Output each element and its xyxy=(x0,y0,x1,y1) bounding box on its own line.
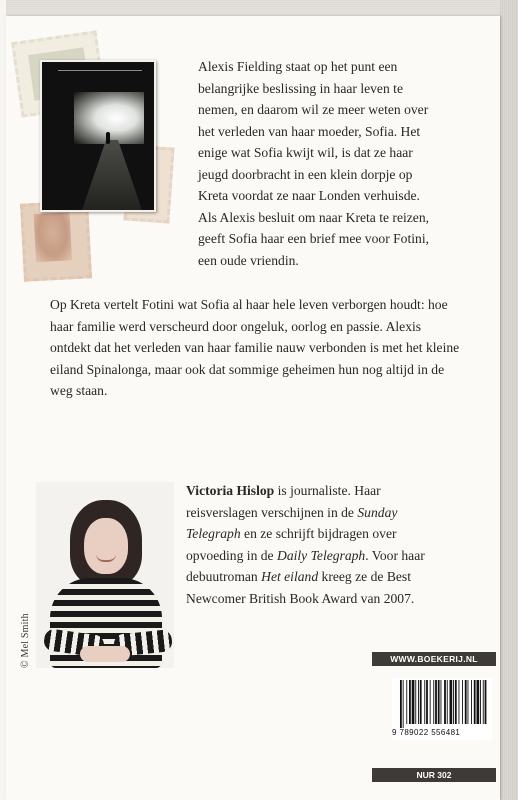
newspaper-title: Daily Telegraph xyxy=(277,547,366,563)
newspaper-title: Sunday Telegraph xyxy=(186,504,398,541)
website-label: WWW.BOEKERIJ.NL xyxy=(372,652,496,666)
barcode-bars xyxy=(392,678,492,728)
photo-collage xyxy=(6,16,206,286)
blurb-paragraph-1: Alexis Fielding staat op het punt een belangrijke beslissing in haar leven te nemen, en daarom wil ze meer weten over het verleden van haar moeder, Sofia. Het enige wat Sofia kwijt wil, is dat ze haar jeugd doorbracht in een klein dorpje op Kreta voordat ze naar Londen verhuisde. Als Alexis besluit om naar Kreta te reizen, geeft Sofia haar een brief mee voor Fotini, een oude vriendin. xyxy=(198,59,430,268)
debut-novel-title: Het eiland xyxy=(261,569,319,584)
path-silhouette-photo xyxy=(40,60,156,212)
nur-label: NUR 302 xyxy=(372,768,496,782)
page-edges-right xyxy=(500,0,518,800)
page-edges-top xyxy=(6,0,500,16)
madonna-stamp-image xyxy=(20,200,92,281)
isbn-digits: 9 789022 556481 xyxy=(392,728,461,737)
author-bio: Victoria Hislop is journaliste. Haar reisverslagen verschijnen in de Sunday Telegraph en ze schrijft bijdragen over opvoeding in de Daily Telegraph. Voor haar debuutroman Het eiland kreeg ze de Best Newcomer British Book Award van 2007. xyxy=(186,483,425,606)
isbn-barcode xyxy=(392,678,492,740)
blurb-paragraph-2: Op Kreta vertelt Fotini wat Sofia al haar hele leven verborgen houdt: hoe haar familie werd verscheurd door ongeluk, oorlog en passie. Alexis ontdekt dat het verleden van haar familie nauw verbonden is met het kleine eiland Spinalonga, maar ook dat sommige geheimen hun nog altijd in de weg staan. xyxy=(50,297,460,398)
author-name: Victoria Hislop xyxy=(186,483,275,498)
author-photo xyxy=(36,482,174,668)
walking-figure xyxy=(106,132,110,144)
photo-credit: © Mel Smith xyxy=(20,613,31,668)
back-cover xyxy=(6,16,500,800)
